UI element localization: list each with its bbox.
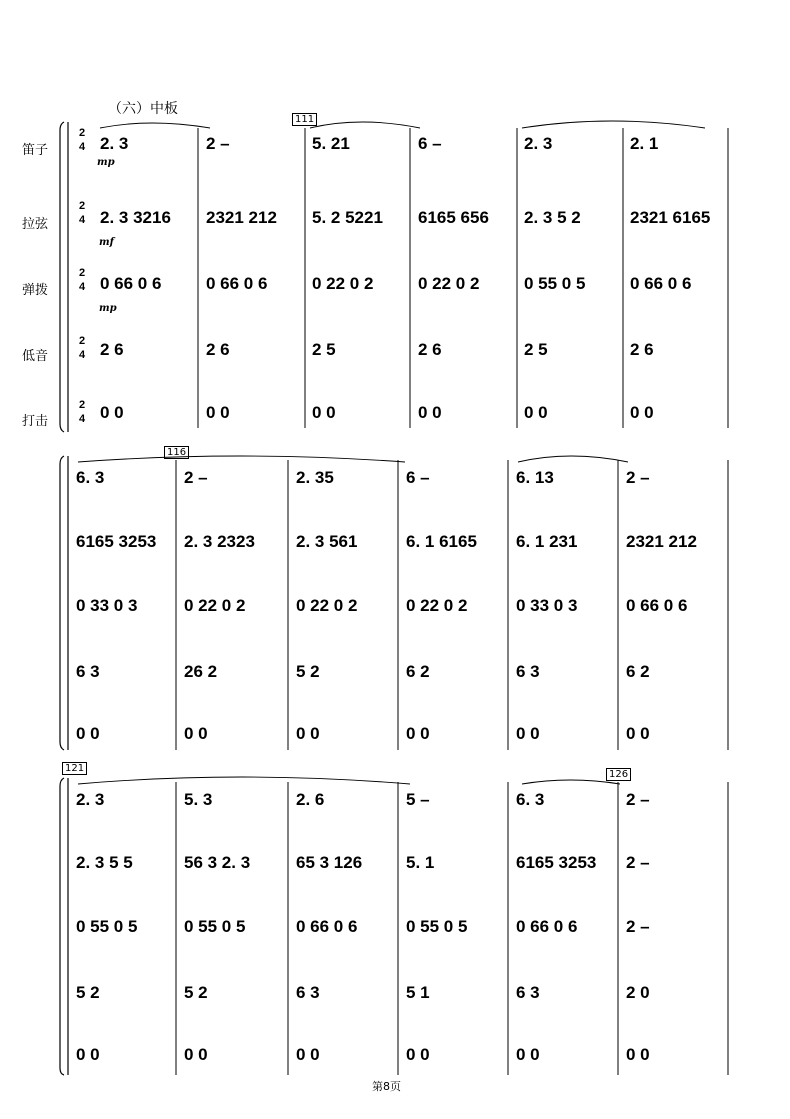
note-group: 65 3 126 [296, 853, 363, 872]
note-group: 2. 6 [296, 790, 325, 809]
note-group: 0 0 [524, 403, 548, 422]
note-group: 0 0 [516, 1045, 540, 1064]
note-group: 0 33 0 3 [76, 596, 138, 615]
instrument-label-laxian: 拉弦 [22, 217, 49, 232]
note-group: 0 66 0 6 [296, 917, 358, 936]
note-group: 6 2 [626, 662, 650, 681]
measure-number: 111 [292, 113, 317, 126]
note-group: 0 66 0 6 [100, 274, 162, 293]
note-group: 6. 1 231 [516, 532, 578, 551]
note-group: 5. 1 [406, 853, 435, 872]
note-group: 5 1 [406, 983, 430, 1002]
note-group: 2 6 [418, 340, 442, 359]
note-group: 0 22 0 2 [184, 596, 246, 615]
note-group: 0 0 [516, 724, 540, 743]
instrument-label-daji: 打击 [22, 414, 49, 429]
note-group: 2 – [626, 853, 650, 872]
dynamic-mf: mf [99, 237, 114, 248]
instrument-label-dizi: 笛子 [22, 143, 49, 158]
note-group: 5 2 [76, 983, 100, 1002]
note-group: 2. 35 [296, 468, 334, 487]
note-group: 0 0 [76, 724, 100, 743]
note-group: 0 0 [418, 403, 442, 422]
note-group: 26 2 [184, 662, 218, 681]
svg-text:2: 2 [79, 399, 86, 411]
note-group: 0 55 0 5 [184, 917, 246, 936]
dynamic-mp: mp [99, 303, 117, 314]
note-group: 0 55 0 5 [76, 917, 138, 936]
note-group: 0 0 [206, 403, 230, 422]
note-group: 6165 656 [418, 208, 489, 227]
note-group: 5 2 [296, 662, 320, 681]
note-group: 2. 3 2323 [184, 532, 255, 551]
note-group: 2 – [184, 468, 208, 487]
note-group: 5. 21 [312, 134, 350, 153]
note-group: 0 66 0 6 [206, 274, 268, 293]
note-group: 2 5 [524, 340, 548, 359]
note-group: 6 – [418, 134, 442, 153]
note-group: 0 0 [76, 1045, 100, 1064]
note-group: 2. 3 [76, 790, 105, 809]
note-group: 6. 3 [76, 468, 105, 487]
note-group: 5. 3 [184, 790, 213, 809]
note-group: 0 22 0 2 [406, 596, 468, 615]
note-group: 6. 1 6165 [406, 532, 477, 551]
svg-text:4: 4 [79, 349, 86, 361]
note-group: 2. 3 [100, 134, 129, 153]
note-group: 6 3 [516, 662, 540, 681]
note-group: 5 – [406, 790, 430, 809]
measure-number: 121 [62, 762, 87, 775]
note-group: 0 66 0 6 [630, 274, 692, 293]
note-group: 0 22 0 2 [296, 596, 358, 615]
note-group: 6. 3 [516, 790, 545, 809]
note-group: 2. 3 3216 [100, 208, 171, 227]
note-group: 5 2 [184, 983, 208, 1002]
note-group: 0 0 [406, 724, 430, 743]
svg-text:4: 4 [79, 281, 86, 293]
note-group: 6. 13 [516, 468, 554, 487]
note-group: 6 3 [516, 983, 540, 1002]
note-group: 2321 6165 [630, 208, 711, 227]
note-group: 0 22 0 2 [312, 274, 374, 293]
note-group: 56 3 2. 3 [184, 853, 251, 872]
note-group: 2 – [626, 917, 650, 936]
note-group: 6165 3253 [76, 532, 157, 551]
note-group: 0 0 [100, 403, 124, 422]
note-group: 6 3 [296, 983, 320, 1002]
page-number: 第8页 [372, 1080, 401, 1093]
svg-text:4: 4 [79, 413, 86, 425]
note-group: 2. 3 5 5 [76, 853, 133, 872]
note-group: 2 6 [206, 340, 230, 359]
note-group: 6 3 [76, 662, 100, 681]
note-group: 2 6 [630, 340, 654, 359]
note-group: 0 0 [630, 403, 654, 422]
note-group: 2 5 [312, 340, 336, 359]
note-group: 0 0 [296, 1045, 320, 1064]
measure-number: 126 [606, 768, 631, 781]
note-group: 6 2 [406, 662, 430, 681]
note-group: 2 0 [626, 983, 650, 1002]
note-group: 6 – [406, 468, 430, 487]
note-group: 5. 2 5221 [312, 208, 383, 227]
instrument-label-tanbo: 弹拨 [22, 283, 49, 298]
section-title: （六）中板 [108, 101, 178, 117]
note-group: 0 0 [184, 1045, 208, 1064]
note-group: 0 33 0 3 [516, 596, 578, 615]
dynamic-mp: mp [97, 157, 115, 168]
note-group: 0 0 [296, 724, 320, 743]
note-group: 0 22 0 2 [418, 274, 480, 293]
note-group: 2 – [626, 468, 650, 487]
note-group: 2. 1 [630, 134, 659, 153]
note-group: 2 – [206, 134, 230, 153]
note-group: 0 55 0 5 [406, 917, 468, 936]
note-group: 0 55 0 5 [524, 274, 586, 293]
instrument-label-diyin: 低音 [22, 349, 49, 364]
measure-number: 116 [164, 446, 189, 459]
note-group: 2321 212 [206, 208, 277, 227]
svg-text:2: 2 [79, 127, 86, 139]
note-group: 6165 3253 [516, 853, 597, 872]
note-group: 0 66 0 6 [516, 917, 578, 936]
svg-text:2: 2 [79, 267, 86, 279]
note-group: 0 0 [626, 724, 650, 743]
note-group: 0 0 [312, 403, 336, 422]
note-group: 2. 3 5 2 [524, 208, 581, 227]
note-group: 0 0 [626, 1045, 650, 1064]
svg-text:2: 2 [79, 200, 86, 212]
note-group: 0 0 [184, 724, 208, 743]
note-group: 0 66 0 6 [626, 596, 688, 615]
svg-text:4: 4 [79, 141, 86, 153]
note-group: 0 0 [406, 1045, 430, 1064]
note-group: 2. 3 [524, 134, 553, 153]
note-group: 2 6 [100, 340, 124, 359]
svg-text:2: 2 [79, 335, 86, 347]
note-group: 2321 212 [626, 532, 697, 551]
note-group: 2. 3 561 [296, 532, 358, 551]
svg-text:4: 4 [79, 214, 86, 226]
note-group: 2 – [626, 790, 650, 809]
